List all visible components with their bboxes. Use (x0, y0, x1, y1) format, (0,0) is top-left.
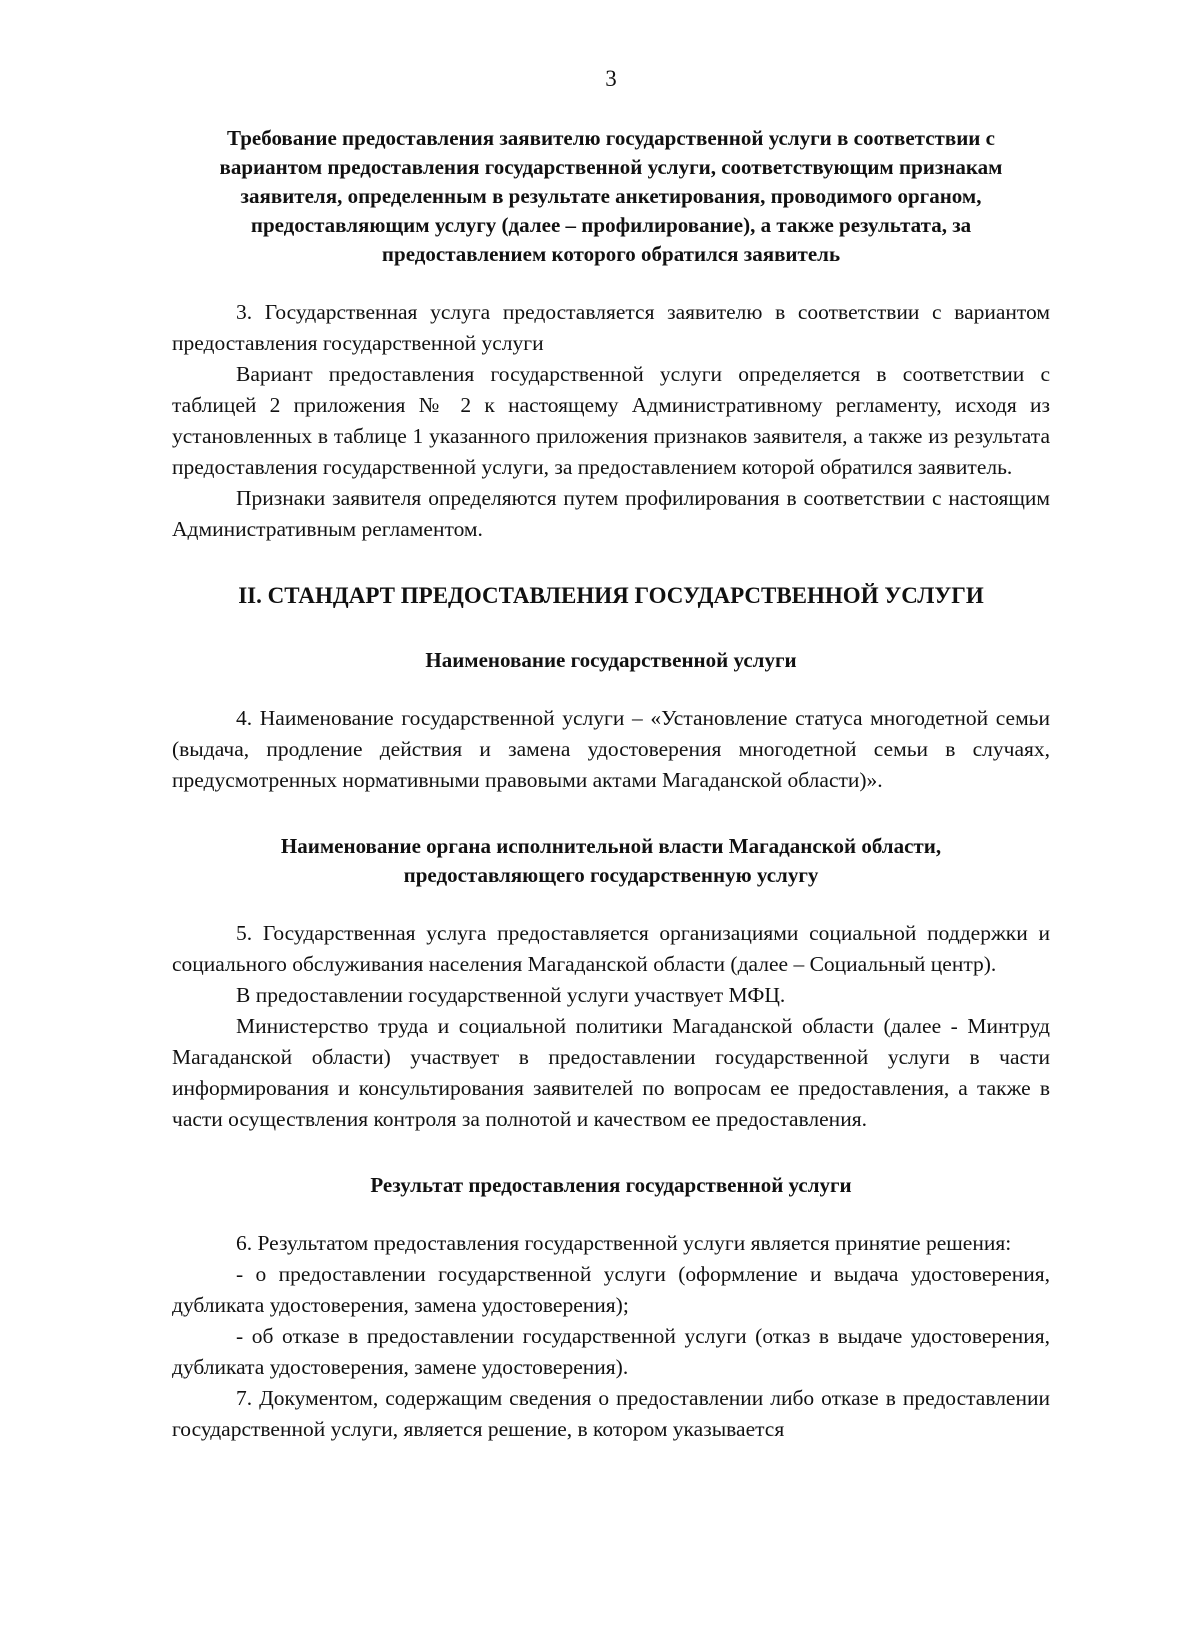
paragraph: Министерство труда и социальной политики Магаданской области (далее - Минтруд Магаданской области) участвует в предоставлении государственной услуги в части информирования и консультирования заявителей по вопросам ее предоставления, а также в части осуществления контроля за полнотой и качеством ее предоставления. (172, 1014, 1050, 1131)
paragraph: В предоставлении государственной услуги участвует МФЦ. (236, 983, 786, 1007)
chapter-heading: II. СТАНДАРТ ПРЕДОСТАВЛЕНИЯ ГОСУДАРСТВЕННОЙ УСЛУГИ (238, 583, 984, 608)
page-number: 3 (605, 66, 617, 91)
section-profiling-requirement (172, 124, 1050, 545)
section-heading: Требование предоставления заявителю государственной услуги в соответствии с вариантом предоставления государственной услуги, соответствующим признакам заявителя, определенным в результате анкетирования, проводимого органом, предоставляющим услугу (далее – профилирование), а также результата, за предоставлением которого обратился заявитель (219, 126, 1003, 266)
section-heading: Результат предоставления государственной услуги (370, 1173, 852, 1197)
paragraph: - об отказе в предоставлении государственной услуги (отказ в выдаче удостоверения, дубликата удостоверения, замене удостоверения). (172, 1324, 1050, 1379)
paragraph: Вариант предоставления государственной услуги определяется в соответствии с таблицей 2 приложения № 2 к настоящему Административному регламенту, исходя из установленных в таблице 1 указанного приложения признаков заявителя, а также из результата предоставления государственной услуги, за предоставлением которой обратился заявитель. (172, 362, 1050, 479)
section-authority-name (172, 832, 1050, 1135)
document-content (172, 64, 1050, 1445)
section-service-name (172, 646, 1050, 796)
paragraph: 4. Наименование государственной услуги – «Установление статуса многодетной семьи (выдача, продление действия и замена удостоверения многодетной семьи в случаях, предусмотренных нормативными правовыми актами Магаданской области)». (172, 706, 1050, 792)
section-heading: Наименование органа исполнительной власти Магаданской области, предоставляющего государственную услугу (280, 834, 942, 887)
paragraph: 7. Документом, содержащим сведения о предоставлении либо отказе в предоставлении государственной услуги, является решение, в котором указывается (172, 1386, 1050, 1441)
paragraph: 6. Результатом предоставления государственной услуги является принятие решения: (236, 1231, 1012, 1255)
section-heading: Наименование государственной услуги (425, 648, 797, 672)
paragraph: - о предоставлении государственной услуги (оформление и выдача удостоверения, дубликата удостоверения, замена удостоверения); (172, 1262, 1050, 1317)
section-service-result (172, 1171, 1050, 1445)
paragraph: Признаки заявителя определяются путем профилирования в соответствии с настоящим Административным регламентом. (172, 486, 1050, 541)
paragraph: 5. Государственная услуга предоставляется организациями социальной поддержки и социального обслуживания населения Магаданской области (далее – Социальный центр). (172, 921, 1050, 976)
paragraph: 3. Государственная услуга предоставляется заявителю в соответствии с вариантом предоставления государственной услуги (172, 300, 1050, 355)
